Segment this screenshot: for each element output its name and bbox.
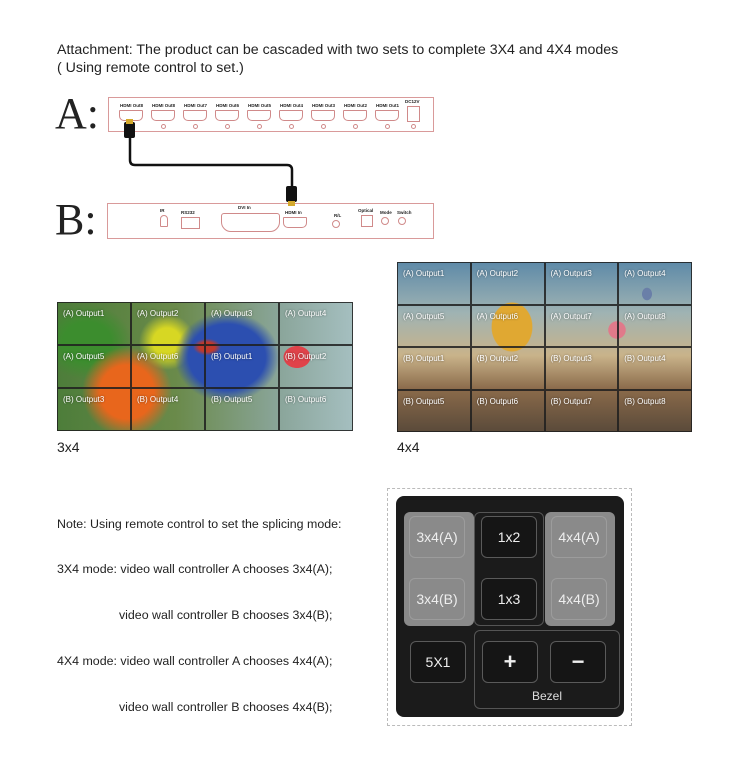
mode-4x4b-button[interactable]: 4x4(B) <box>551 578 607 620</box>
rl-label: R/L <box>334 213 342 218</box>
wall-cell: (B) Output1 <box>397 347 471 390</box>
cable-plug-b <box>286 186 297 202</box>
wall-cell: (B) Output8 <box>618 390 692 433</box>
mode-3x4a-button[interactable]: 3x4(A) <box>409 516 465 558</box>
wall-cell: (A) Output8 <box>618 305 692 348</box>
note-text <box>57 486 341 746</box>
mode-1x2-button[interactable]: 1x2 <box>481 516 537 558</box>
remote-control-panel <box>396 496 624 717</box>
mode-4x4a-button[interactable]: 4x4(A) <box>551 516 607 558</box>
hdmi-out-label: HDMI Out8 <box>120 103 143 108</box>
note-line: 4X4 mode: video wall controller A chooses 4x4(A); <box>57 654 333 669</box>
note-line: Note: Using remote control to set the splicing mode: <box>57 516 342 531</box>
wall-cell: (B) Output6 <box>279 388 353 431</box>
wall-3x4-caption: 3x4 <box>57 439 80 455</box>
hdmi-out-label: HDMI Out1 <box>376 103 399 108</box>
wall-cell: (B) Output7 <box>545 390 619 433</box>
hdmi-out-label: HDMI Out5 <box>248 103 271 108</box>
wall-cell: (A) Output4 <box>618 262 692 305</box>
dc12v-label: DC12V <box>405 99 420 104</box>
hdmi-out-label: HDMI Out2 <box>344 103 367 108</box>
ir-label: IR <box>160 208 165 213</box>
bezel-plus-button[interactable]: + <box>482 641 538 683</box>
wall-4x4-image <box>397 262 692 432</box>
mode-1x3-button[interactable]: 1x3 <box>481 578 537 620</box>
bezel-minus-button[interactable]: − <box>550 641 606 683</box>
wall-cell: (B) Output2 <box>279 345 353 388</box>
wall-3x4-grid <box>57 302 353 431</box>
wall-cell: (A) Output6 <box>131 345 205 388</box>
header-line2: ( Using remote control to set.) <box>57 60 244 76</box>
wall-cell: (B) Output5 <box>397 390 471 433</box>
hdmi-out-label: HDMI Out7 <box>184 103 207 108</box>
note-line: 3X4 mode: video wall controller A chooses 3x4(A); <box>57 562 333 577</box>
mode-3x4b-button[interactable]: 3x4(B) <box>409 578 465 620</box>
hdmi-out-label: HDMI Out4 <box>280 103 303 108</box>
rs232-label: RS232 <box>181 210 195 215</box>
wall-cell: (A) Output2 <box>471 262 545 305</box>
wall-cell: (B) Output3 <box>57 388 131 431</box>
wall-3x4-image <box>57 302 353 431</box>
note-line: video wall controller B chooses 3x4(B); <box>57 608 333 623</box>
switch-label: Switch <box>397 210 412 215</box>
wall-cell: (B) Output6 <box>471 390 545 433</box>
wall-cell: (B) Output3 <box>545 347 619 390</box>
wall-cell: (A) Output3 <box>205 302 279 345</box>
hdmi-cable <box>0 0 750 260</box>
note-line: video wall controller B chooses 4x4(B); <box>57 700 333 715</box>
mode-5x1-button[interactable]: 5X1 <box>410 641 466 683</box>
hdmi-in-label: HDMI In <box>285 210 302 215</box>
wall-cell: (B) Output4 <box>618 347 692 390</box>
cable-plug-a <box>124 122 135 138</box>
wall-cell: (A) Output6 <box>471 305 545 348</box>
header-line1: Attachment: The product can be cascaded with two sets to complete 3X4 and 4X4 modes <box>57 42 619 58</box>
bezel-label: Bezel <box>531 689 563 703</box>
wall-cell: (B) Output1 <box>205 345 279 388</box>
wall-cell: (B) Output2 <box>471 347 545 390</box>
hdmi-out-label: HDMI Out6 <box>216 103 239 108</box>
wall-cell: (A) Output5 <box>57 345 131 388</box>
wall-cell: (A) Output1 <box>397 262 471 305</box>
mode-label: Mode <box>380 210 392 215</box>
wall-cell: (B) Output5 <box>205 388 279 431</box>
wall-cell: (A) Output4 <box>279 302 353 345</box>
wall-cell: (A) Output1 <box>57 302 131 345</box>
wall-cell: (A) Output7 <box>545 305 619 348</box>
wall-cell: (A) Output5 <box>397 305 471 348</box>
wall-4x4-grid <box>397 262 692 432</box>
wall-cell: (A) Output3 <box>545 262 619 305</box>
dvi-label: DVI In <box>238 205 251 210</box>
wall-cell: (A) Output2 <box>131 302 205 345</box>
device-a-label: A: <box>55 89 99 138</box>
wall-cell: (B) Output4 <box>131 388 205 431</box>
wall-4x4-caption: 4x4 <box>397 439 420 455</box>
hdmi-out-label: HDMI Out8 <box>152 103 175 108</box>
optical-label: Optical <box>358 208 374 213</box>
device-b-label: B: <box>55 195 97 244</box>
hdmi-out-label: HDMI Out3 <box>312 103 335 108</box>
